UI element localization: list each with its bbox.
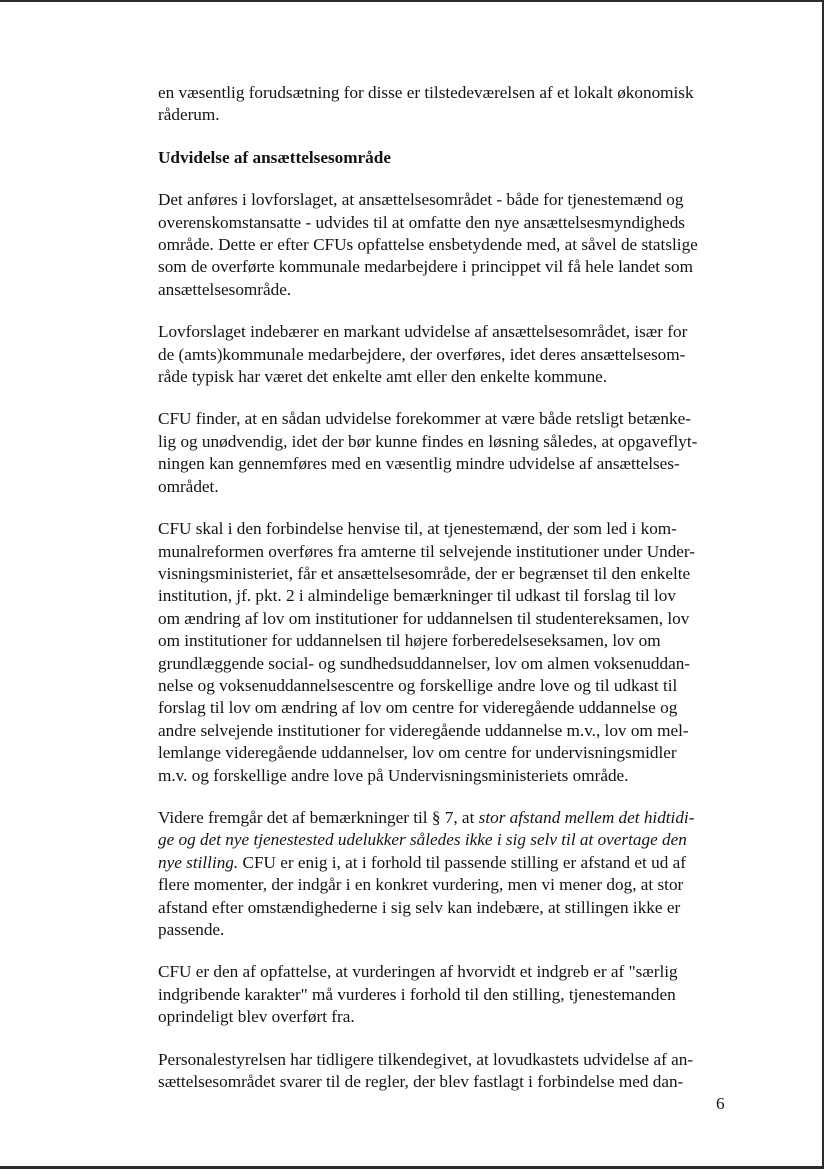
paragraph-2 — [158, 321, 730, 388]
paragraph-7 — [158, 1049, 730, 1094]
text-line: afstand efter omstændighederne i sig selv kan indebære, at stillingen ikke er — [158, 897, 681, 917]
text-line — [158, 852, 730, 874]
scan-edge-top — [0, 0, 824, 2]
text-line: CFU er den af opfattelse, at vurderingen af hvorvidt et indgreb er af "særlig — [158, 962, 678, 982]
text-line: Det anføres i lovforslaget, at ansættelsesområdet - både for tjenestemænd og — [158, 190, 684, 210]
document-page — [158, 82, 730, 1113]
text-line: om ændring af lov om institutioner for uddannelsen til studentereksamen, lov — [158, 608, 690, 628]
text-line: institution, jf. pkt. 2 i almindelige bemærkninger til udkast til forslag til lov — [158, 586, 676, 606]
text-line: en væsentlig forudsætning for disse er tilstedeværelsen af et lokalt økonomisk — [158, 83, 694, 102]
text-line: råde typisk har været det enkelte amt eller den enkelte kommune. — [158, 367, 608, 387]
text-line: flere momenter, der indgår i en konkret vurdering, men vi mener dog, at stor — [158, 875, 684, 895]
paragraph-6 — [158, 961, 730, 1028]
text-line: overenskomstansatte - udvides til at omfatte den nye ansættelsesmyndigheds — [158, 212, 685, 232]
text-line: lemlange videregående uddannelser, lov om centre for undervisningsmidler — [158, 743, 677, 763]
paragraph-4 — [158, 518, 730, 787]
page-number: 6 — [716, 1094, 725, 1113]
text-line: de (amts)kommunale medarbejdere, der overføres, idet deres ansættelsesom- — [158, 344, 686, 364]
text-line: passende. — [158, 920, 225, 939]
text-line: råderum. — [158, 105, 220, 125]
text-line: grundlæggende social- og sundhedsuddannelser, lov om almen voksenuddan- — [158, 653, 691, 673]
text-line: sættelsesområdet svarer til de regler, der blev fastlagt i forbindelse med dan- — [158, 1072, 684, 1092]
italic-quote: nye stilling. — [158, 852, 239, 872]
text-line: lig og unødvendig, idet der bør kunne findes en løsning således, at opgaveflyt- — [158, 431, 698, 451]
text-line: oprindeligt blev overført fra. — [158, 1007, 355, 1027]
plain-text: Videre fremgår det af bemærkninger til § 7, at — [158, 807, 479, 827]
text-line: m.v. og forskellige andre love på Undervisningsministeriets område. — [158, 765, 629, 785]
text-line: Personalestyrelsen har tidligere tilkendegivet, at lovudkastets udvidelse af an- — [158, 1049, 694, 1069]
text-line: CFU skal i den forbindelse henvise til, at tjenestemænd, der som led i kom- — [158, 519, 677, 539]
paragraph-3 — [158, 408, 730, 498]
text-line: som de overførte kommunale medarbejdere i princippet vil få hele landet som — [158, 257, 694, 277]
plain-text: CFU er enig i, at i forhold til passende stilling er afstand et ud af — [238, 852, 686, 872]
text-line: område. Dette er efter CFUs opfattelse ensbetydende med, at såvel de statslige — [158, 235, 698, 255]
italic-quote: stor afstand mellem det hidtidi- — [478, 807, 695, 827]
text-line: om institutioner for uddannelsen til højere forberedelseseksamen, lov om — [158, 631, 661, 651]
text-line: ansættelsesområde. — [158, 279, 292, 299]
text-line: Lovforslaget indebærer en markant udvidelse af ansættelsesområdet, især for — [158, 322, 688, 342]
text-line — [158, 807, 730, 829]
text-line: ningen kan gennemføres med en væsentlig mindre udvidelse af ansættelses- — [158, 454, 680, 474]
intro-paragraph — [158, 82, 730, 127]
text-line: nelse og voksenuddannelsescentre og forskellige andre love og til udkast til — [158, 675, 678, 695]
text-line: forslag til lov om ændring af lov om centre for videregående uddannelse og — [158, 698, 678, 718]
text-line: CFU finder, at en sådan udvidelse forekommer at være både retsligt betænke- — [158, 409, 691, 429]
text-line: indgribende karakter" må vurderes i forhold til den stilling, tjenestemanden — [158, 984, 676, 1004]
text-line — [158, 829, 730, 851]
text-line: munalreformen overføres fra amterne til selvejende institutioner under Under- — [158, 541, 696, 561]
paragraph-1 — [158, 189, 730, 301]
section-heading: Udvidelse af ansættelsesområde — [158, 147, 391, 167]
text-line: andre selvejende institutioner for videregående uddannelse m.v., lov om mel- — [158, 720, 689, 740]
italic-quote: ge og det nye tjenestested udelukker således ikke i sig selv til at overtage den — [158, 830, 687, 850]
paragraph-5 — [158, 807, 730, 941]
text-line: området. — [158, 476, 219, 496]
text-line: visningsministeriet, får et ansættelsesområde, der er begrænset til den enkelte — [158, 563, 691, 583]
